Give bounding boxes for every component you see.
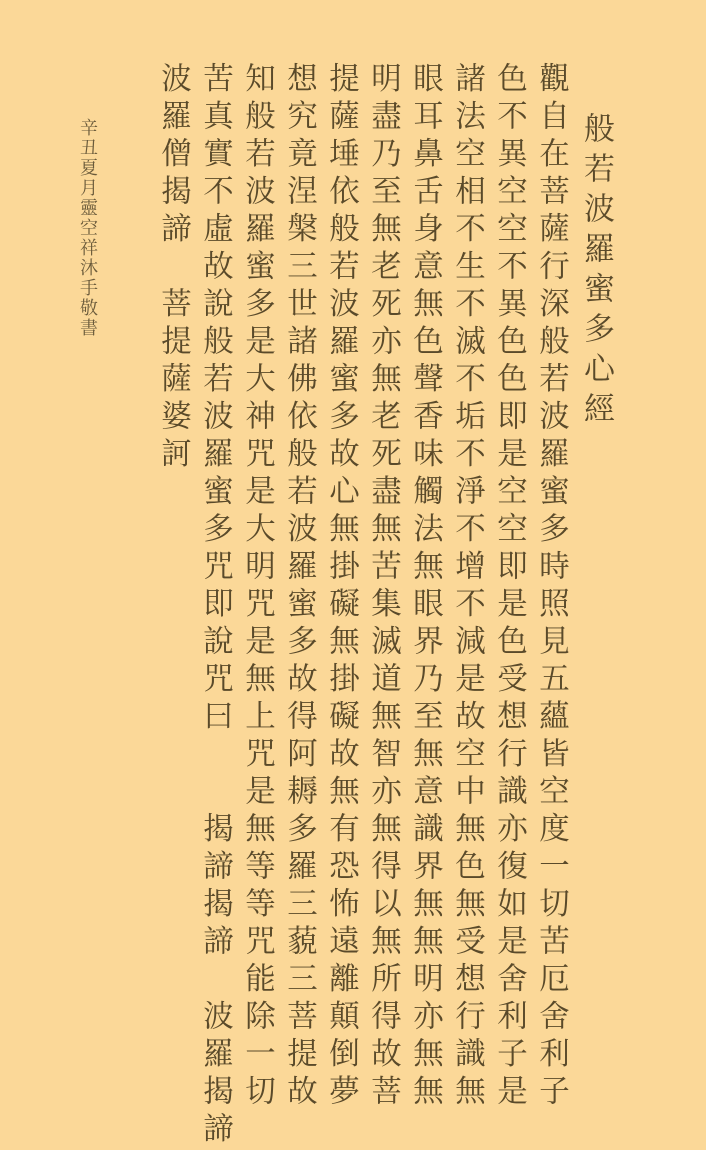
text-column-3: 諸法空相不生不滅不垢不淨不增不減是故空中無色無受想行識無 — [449, 62, 485, 1112]
sutra-title: 般若波羅蜜多心經 — [578, 112, 614, 432]
calligrapher-signature: 辛丑夏月靈空祥沐手敬書 — [77, 118, 98, 338]
text-column-7: 想究竟涅槃三世諸佛依般若波羅蜜多故得阿耨多羅三藐三菩提故 — [281, 62, 317, 1112]
text-column-1: 觀自在菩薩行深般若波羅蜜多時照見五蘊皆空度一切苦厄舍利子 — [533, 62, 569, 1112]
text-column-8: 知般若波羅蜜多是大神咒是大明咒是無上咒是無等等咒能除一切 — [239, 62, 275, 1112]
text-column-4: 眼耳鼻舌身意無色聲香味觸法無眼界乃至無意識界無無明亦無無 — [407, 62, 443, 1112]
text-column-5: 明盡乃至無老死亦無老死盡無苦集滅道無智亦無得以無所得故菩 — [365, 62, 401, 1112]
text-column-6: 提薩埵依般若波羅蜜多故心無掛礙無掛礙故無有恐怖遠離顛倒夢 — [323, 62, 359, 1112]
text-column-9: 苦真實不虛故說般若波羅蜜多咒即說咒曰 揭諦揭諦 波羅揭諦 — [197, 62, 233, 1150]
text-column-2: 色不異空空不異色色即是空空即是色受想行識亦復如是舍利子是 — [491, 62, 527, 1112]
text-column-10: 波羅僧揭諦 菩提薩婆訶 — [155, 62, 191, 475]
